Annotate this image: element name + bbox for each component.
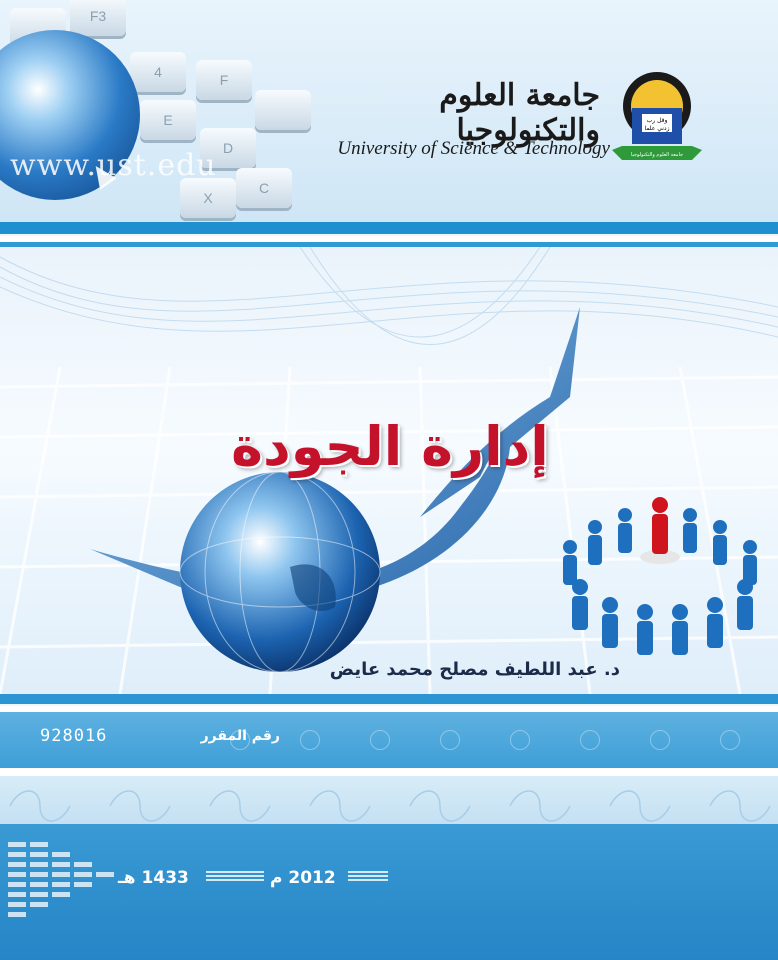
cover-main [0, 247, 778, 694]
pattern-ornament [370, 730, 390, 750]
course-band [0, 712, 778, 768]
course-number: 928016 [40, 726, 108, 746]
decorative-lines [206, 871, 264, 885]
divider-bar [0, 694, 778, 704]
author-name: د. عبد اللطيف مصلح محمد عايض [329, 659, 620, 680]
book-title: إدارة الجودة [231, 415, 549, 478]
pattern-ornament [580, 730, 600, 750]
pattern-ornament [440, 730, 460, 750]
year-gregorian: 2012 م [270, 868, 336, 888]
pattern-ornament [720, 730, 740, 750]
logo-book-text-top: وقل رب [646, 117, 668, 124]
globe-image [170, 467, 390, 687]
keyboard-key [255, 90, 311, 130]
logo-book-text-bottom: زدني علما [644, 125, 670, 132]
ornament-band [0, 776, 778, 824]
logo-ribbon-text: جامعة العلوم والتكنولوجيا [630, 152, 684, 158]
keyboard-key: E [140, 100, 196, 140]
keyboard-key: D [200, 128, 256, 168]
team-people-icon [550, 487, 770, 657]
course-number-label: رقم المقرر [200, 728, 280, 744]
url-watermark: www.ust.edu [10, 148, 217, 183]
header-banner [0, 0, 778, 222]
decorative-lines [348, 871, 388, 885]
keyboard-key: F [196, 60, 252, 100]
keyboard-key: X [180, 178, 236, 218]
pattern-ornament [300, 730, 320, 750]
ornament-pattern [0, 776, 778, 824]
divider-bar [0, 222, 778, 234]
keyboard-key: C [236, 168, 292, 208]
pattern-ornament [510, 730, 530, 750]
university-logo [612, 68, 702, 168]
keyboard-key: F3 [70, 0, 126, 36]
year-hijri: 1433 هـ [118, 868, 189, 888]
divider-bar [0, 768, 778, 776]
university-name-arabic: جامعة العلوم والتكنولوجيا [439, 78, 600, 148]
keyboard-key: 4 [130, 52, 186, 92]
pattern-ornament [650, 730, 670, 750]
university-name-english: University of Science & Technology [337, 138, 610, 159]
